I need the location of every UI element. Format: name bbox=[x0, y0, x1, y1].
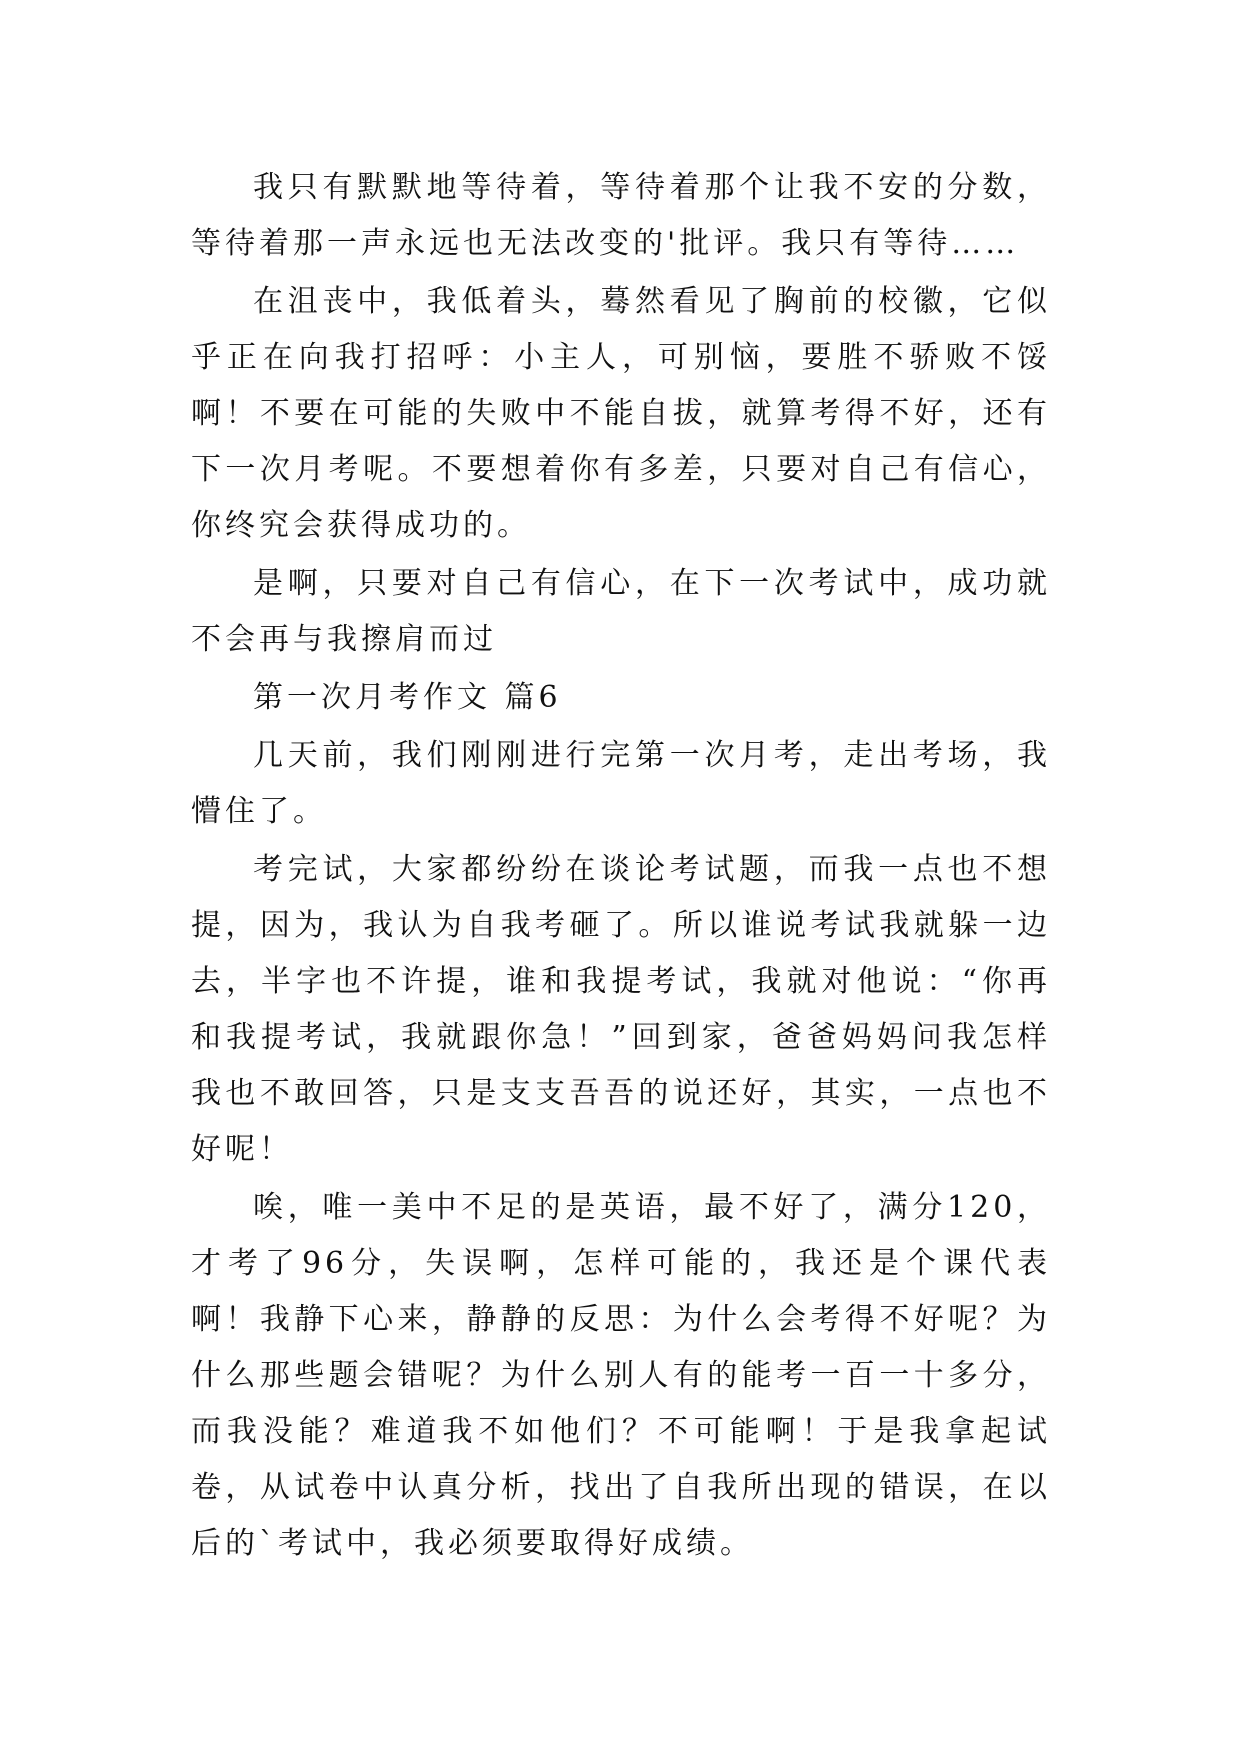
paragraph-discussion: 考完试，大家都纷纷在谈论考试题，而我一点也不想提，因为，我认为自我考砸了。所以谁说考试我就躲一边去，半字也不许提，谁和我提考试，我就对他说：“你再和我提考试，我就跟你急！”回到家，爸爸妈妈问我怎样我也不敢回答，只是支支吾吾的说还好，其实，一点也不好呢！ bbox=[191, 852, 1051, 1167]
section-heading: 第一次月考作文 篇6 bbox=[253, 680, 562, 715]
paragraph-english-score: 唉，唯一美中不足的是英语，最不好了，满分120，才考了96分，失误啊，怎样可能的，我还是个课代表啊！我静下心来，静静的反思：为什么会考得不好呢？为什么那些题会错呢？为什么别人有的能考一百一十多分，而我没能？难道我不如他们？不可能啊！于是我拿起试卷，从试卷中认真分析，找出了自我所出现的错误，在以后的`考试中，我必须要取得好成绩。 bbox=[191, 1190, 1051, 1561]
paragraph-waiting: 我只有默默地等待着，等待着那个让我不安的分数，等待着那一声永远也无法改变的'批评。我只有等待…… bbox=[191, 170, 1051, 261]
paragraph-confidence: 是啊，只要对自己有信心，在下一次考试中，成功就不会再与我擦肩而过 bbox=[191, 566, 1051, 657]
paragraph-school-badge: 在沮丧中，我低着头，蓦然看见了胸前的校徽，它似乎正在向我打招呼：小主人，可别恼，要胜不骄败不馁啊！不要在可能的失败中不能自拔，就算考得不好，还有下一次月考呢。不要想着你有多差，只要对自己有信心，你终究会获得成功的。 bbox=[191, 284, 1051, 543]
paragraph-after-exam: 几天前，我们刚刚进行完第一次月考，走出考场，我懵住了。 bbox=[191, 738, 1051, 829]
document-body bbox=[191, 160, 1051, 1574]
